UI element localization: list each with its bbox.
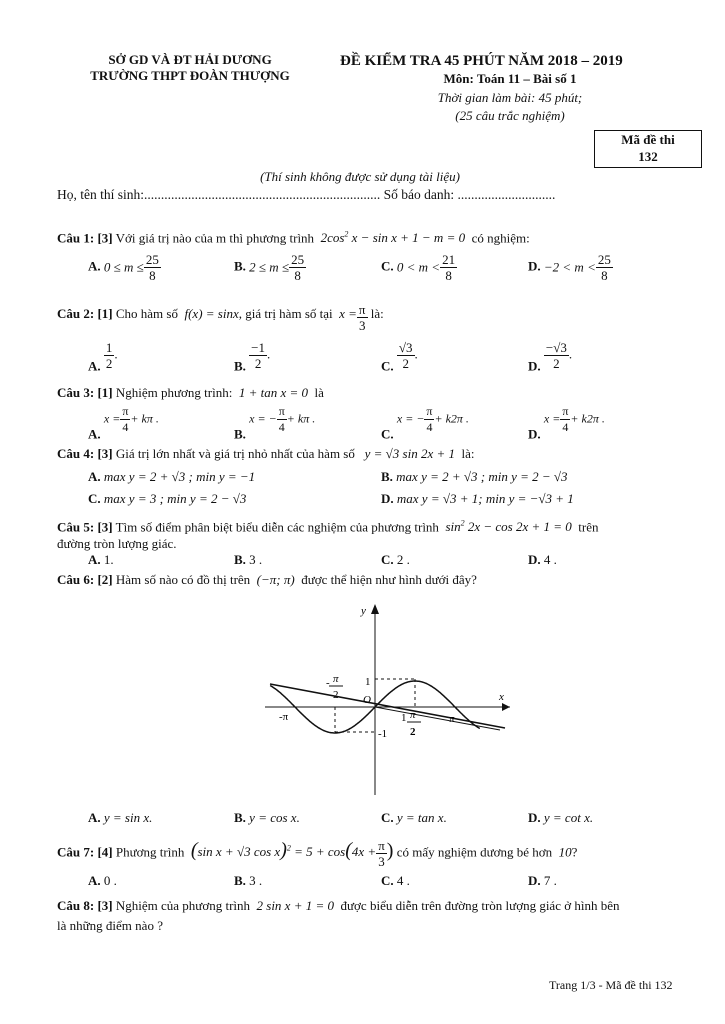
q6-option-a[interactable]: A. y = sin x. xyxy=(88,810,153,825)
exam-code-value: 132 xyxy=(638,149,658,164)
tangent-line-1 xyxy=(270,684,505,728)
q5-option-a[interactable]: A. 1. xyxy=(88,552,114,567)
q2-option-c[interactable]: C. $\frac{√3}{2}$ . xyxy=(381,340,418,374)
q2-option-d[interactable]: D. $\frac{-√3}{2}$ . xyxy=(528,340,573,374)
tangent-line-2 xyxy=(375,707,500,730)
q1-option-a[interactable]: A. 0 ≤ m ≤ $\frac{25}{8}$ xyxy=(88,252,159,283)
exam-code-box xyxy=(594,130,702,168)
q3-option-c[interactable]: C. x = − $\frac{\pi}{4}$ + k2π . xyxy=(381,404,469,442)
question-tail: có nghiệm: xyxy=(471,230,530,246)
pi2-num: π xyxy=(410,709,416,721)
exam-code-label: Mã đề thi xyxy=(621,132,675,147)
question-7: Câu 7: [4] Phương trình (sin x + √3 cos x)$^2$ = 5 + cos(4x + $\frac{\pi}{3}$ ) có mấy nghiệm dương bé hơn 10? xyxy=(57,838,578,869)
q4-option-a[interactable]: A. max y = 2 + √3 ; min y = −1 xyxy=(88,469,256,484)
q3-option-d[interactable]: D. x = $\frac{\pi}{4}$ + k2π . xyxy=(528,404,605,442)
q6-option-b[interactable]: B. y = cos x. xyxy=(234,810,300,825)
question-5-line2: đường tròn lượng giác. xyxy=(57,536,177,551)
neg-pi2-minus: - xyxy=(326,677,330,689)
q1-option-c[interactable]: C. 0 < m < $\frac{21}{8}$ xyxy=(381,252,456,283)
school-name: TRƯỜNG THPT ĐOÀN THƯỢNG xyxy=(90,68,290,83)
equation: $2\cos^2$ x − sin x + 1 − m = 0 xyxy=(317,230,469,246)
q3-option-b[interactable]: B. x = − $\frac{\pi}{4}$ + kπ . xyxy=(234,404,316,442)
q1-option-b[interactable]: B. 2 ≤ m ≤ $\frac{25}{8}$ xyxy=(234,252,305,283)
question-text: Với giá trị nào của m thì phương trình xyxy=(115,230,315,246)
pi-label: π xyxy=(449,713,455,725)
q5-option-c[interactable]: C. 2 . xyxy=(381,552,410,567)
time-line: Thời gian làm bài: 45 phút; xyxy=(437,90,583,105)
question-4: Câu 4: [3] Giá trị lớn nhất và giá trị nhỏ nhất của hàm số y = √3 sin 2x + 1 là: xyxy=(57,446,475,461)
question-2: Câu 2: [1] Cho hàm số f(x) = sinx, giá trị hàm số tại x = $\frac{\pi}{3}$ là: xyxy=(57,302,384,333)
q4-option-b[interactable]: B. max y = 2 + √3 ; min y = 2 − √3 xyxy=(381,469,568,484)
student-info-line: Họ, tên thí sinh:...................................................................... Số báo danh: ............................. xyxy=(57,187,556,202)
question-count: (25 câu trắc nghiệm) xyxy=(455,108,565,123)
subject-line: Môn: Toán 11 – Bài số 1 xyxy=(443,71,577,86)
q5-option-b[interactable]: B. 3 . xyxy=(234,552,263,567)
y-axis-arrow xyxy=(371,604,379,614)
q7-option-a[interactable]: A. 0 . xyxy=(88,873,117,888)
q2-option-a[interactable]: A. $\frac{1}{2}$ . xyxy=(88,340,118,374)
neg-pi-label: -π xyxy=(279,711,289,723)
q4-option-d[interactable]: D. max y = √3 + 1; min y = −√3 + 1 xyxy=(381,491,574,506)
one-label: 1 xyxy=(365,676,371,688)
exam-title: ĐỀ KIỂM TRA 45 PHÚT NĂM 2018 – 2019 xyxy=(340,53,623,69)
neg-pi2-num: π xyxy=(333,673,339,685)
q7-option-c[interactable]: C. 4 . xyxy=(381,873,410,888)
page-footer: Trang 1/3 - Mã đề thi 132 xyxy=(549,978,673,992)
neg-one-label: -1 xyxy=(378,728,388,740)
question-8: Câu 8: [3] Nghiệm của phương trình 2 sin x + 1 = 0 được biểu diễn trên đường tròn lượng giác ở hình bên xyxy=(57,898,620,913)
pi2-den: 2 xyxy=(410,726,416,738)
question-5: Câu 5: [3] Tìm số điểm phân biệt biểu diễn các nghiệm của phương trình $\sin^2 2x - \cos 2x + 1 = 0$ trên xyxy=(57,519,599,535)
x-axis-arrow xyxy=(502,703,510,711)
q2-option-b[interactable]: B. $\frac{-1}{2}$ . xyxy=(234,340,271,374)
question-3: Câu 3: [1] Nghiệm phương trình: 1 + tan x = 0 là xyxy=(57,385,324,400)
q6-option-c[interactable]: C. y = tan x. xyxy=(381,810,447,825)
q1-option-d[interactable]: D. −2 < m < $\frac{25}{8}$ xyxy=(528,252,611,283)
question-1 xyxy=(57,230,530,246)
question-8-line2: là những điểm nào ? xyxy=(57,918,163,933)
department-name: SỞ GD VÀ ĐT HẢI DƯƠNG xyxy=(108,52,272,67)
q3-option-a[interactable]: A. x = $\frac{\pi}{4}$ + kπ . xyxy=(88,404,159,442)
question-label: Câu 1: [3] xyxy=(57,230,113,246)
q7-option-d[interactable]: D. 7 . xyxy=(528,873,557,888)
q4-option-c[interactable]: C. max y = 3 ; min y = 2 − √3 xyxy=(88,491,247,506)
function-graph xyxy=(255,600,520,800)
y-label: y xyxy=(361,605,366,617)
origin-label: O xyxy=(363,694,371,706)
q7-option-b[interactable]: B. 3 . xyxy=(234,873,263,888)
q6-option-d[interactable]: D. y = cot x. xyxy=(528,810,594,825)
x-label: x xyxy=(499,691,504,703)
no-materials-note: (Thí sinh không được sử dụng tài liệu) xyxy=(260,169,460,184)
one-x-label: 1 xyxy=(401,712,407,724)
question-6: Câu 6: [2] Hàm số nào có đồ thị trên (−π; π) được thể hiện như hình dưới đây? xyxy=(57,572,477,587)
neg-pi2-den: 2 xyxy=(333,689,339,701)
q5-option-d[interactable]: D. 4 . xyxy=(528,552,557,567)
